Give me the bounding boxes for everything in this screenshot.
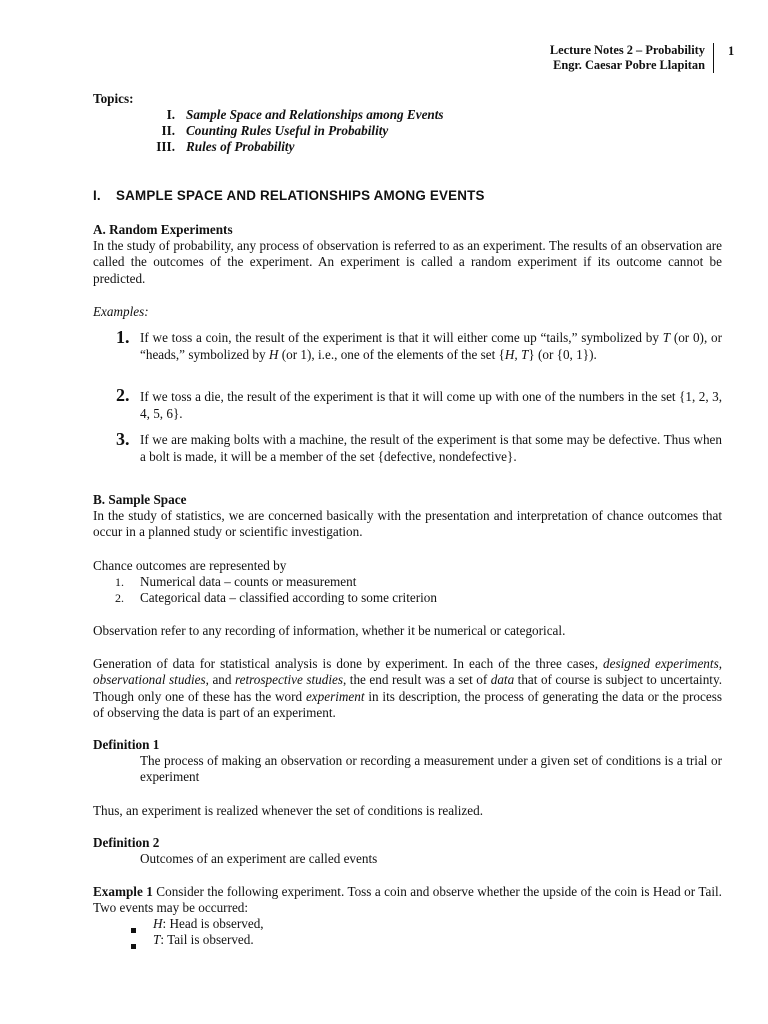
example-item: If we toss a coin, the result of the experiment is that it will either come up “tails,” symbolized by T (or 0), or “heads,” symbolized by H (or 1), i.e., one of the elements of the set {H, T} (or {0, 1}).: [140, 330, 722, 362]
example-number: 1.: [116, 327, 130, 347]
example-paragraph: Example 1 Consider the following experiment. Toss a coin and observe whether the upside of the coin is Head or Tail. Two events may be occurred:: [93, 884, 722, 916]
list-item: Categorical data – classified according to some criterion: [140, 590, 437, 605]
examples-label: Examples:: [93, 304, 149, 319]
bullet-item: H: Head is observed,: [153, 916, 264, 931]
list-number: 2.: [115, 591, 124, 605]
definition-label: Definition 1: [93, 737, 160, 752]
definition-label: Definition 2: [93, 835, 160, 850]
page-number: 1: [728, 44, 735, 58]
header-title: Lecture Notes 2 – Probability: [549, 43, 705, 57]
paragraph: Generation of data for statistical analysis is done by experiment. In each of the three cases, designed experiments, observational studies, and retrospective studies, the end result was a set of data that of course is subject to uncertainty. Though only one of these has the word experiment in its description, the process of generating the data or the process of observing the data is part of an experiment.: [93, 656, 722, 721]
section-number: I.: [93, 188, 101, 203]
subsection-heading: B. Sample Space: [93, 492, 187, 507]
example-item: If we are making bolts with a machine, the result of the experiment is that some may be defective. Thus when a bolt is made, it will be a member of the set {defective, nondefective}.: [140, 432, 722, 464]
running-header: [550, 43, 714, 73]
example-number: 3.: [116, 429, 130, 449]
paragraph: Chance outcomes are represented by: [93, 558, 287, 573]
topic-item: Counting Rules Useful in Probability: [186, 123, 389, 138]
topic-item: Rules of Probability: [186, 139, 295, 154]
example-item: If we toss a die, the result of the experiment is that it will come up with one of the numbers in the set {1, 2, 3, 4, 5, 6}.: [140, 389, 722, 421]
definition-text: The process of making an observation or recording a measurement under a given set of conditions is a trial or experiment: [140, 753, 722, 785]
topics-label: Topics:: [93, 91, 134, 106]
list-item: Numerical data – counts or measurement: [140, 574, 357, 589]
paragraph: In the study of statistics, we are concerned basically with the presentation and interpretation of chance outcomes that occur in a planned study or scientific investigation.: [93, 508, 722, 540]
header-author: Engr. Caesar Pobre Llapitan: [553, 58, 705, 72]
topic-num: II.: [161, 123, 175, 138]
subsection-heading: A. Random Experiments: [93, 222, 233, 237]
paragraph: Observation refer to any recording of information, whether it be numerical or categorical.: [93, 623, 566, 638]
example-number: 2.: [116, 385, 130, 405]
bullet-item: T: Tail is observed.: [153, 932, 254, 947]
topic-num: I.: [166, 107, 175, 122]
topic-item: Sample Space and Relationships among Events: [186, 107, 444, 122]
definition-text: Outcomes of an experiment are called events: [140, 851, 378, 866]
bullet: [131, 937, 136, 953]
paragraph: In the study of probability, any process of observation is referred to as an experiment. The results of an observation are called the outcomes of the experiment. An experiment is called a random experiment if its outcome cannot be predicted.: [93, 238, 722, 286]
section-title: SAMPLE SPACE AND RELATIONSHIPS AMONG EVENTS: [116, 188, 485, 203]
list-number: 1.: [115, 575, 124, 589]
paragraph: Thus, an experiment is realized whenever the set of conditions is realized.: [93, 803, 483, 818]
topic-num: III.: [156, 139, 175, 154]
bullet: [131, 921, 136, 937]
